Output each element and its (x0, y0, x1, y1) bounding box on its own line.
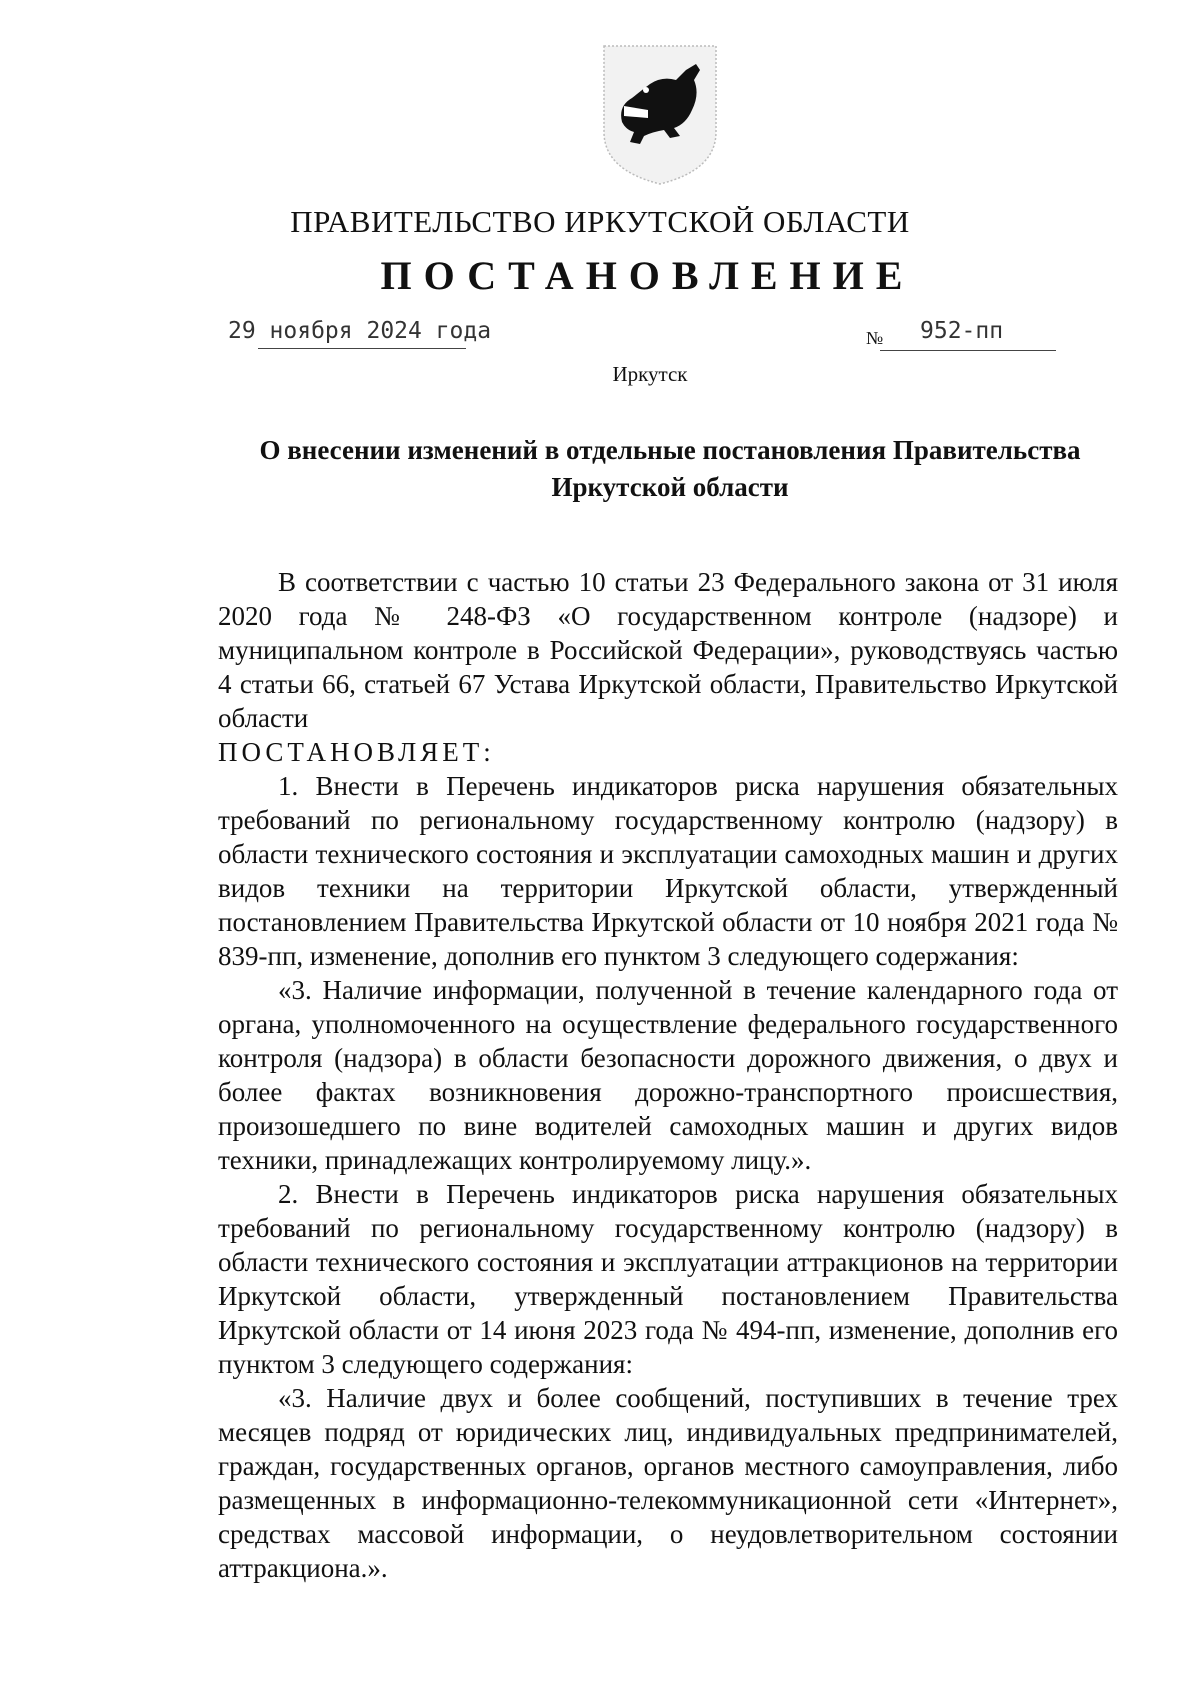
document-body (218, 565, 1118, 1585)
item-paragraph-2: «3. Наличие информации, полученной в течение календарного года от органа, уполномоченного на осуществление федерального государственного контроля (надзора) в области безопасности дорожного движения, о двух и более фактах возникновения дорожно-транспортного происшествия, произошедшего по вине водителей самоходных машин и других видов техники, принадлежащих контролируемому лицу.». (218, 975, 1118, 1175)
city-name: Иркутск (612, 362, 688, 386)
decree-word: ПОСТАНОВЛЯЕТ: (218, 737, 495, 767)
item-paragraph-1: 1. Внести в Перечень индикаторов риска нарушения обязательных требований по региональному государственному контролю (надзору) в области технического состояния и эксплуатации самоходных машин и других видов техники на территории Иркутской области, утвержденный постановлением Правительства Иркутской области от 10 ноября 2021 года № 839-пп, изменение, дополнив его пунктом 3 следующего содержания: (218, 771, 1118, 971)
preamble-paragraph: В соответствии с частью 10 статьи 23 Федерального закона от 31 июля 2020 года № 248-ФЗ «О государственном контроле (надзоре) и муниципальном контроле в Российской Федерации», руководствуясь частью 4 статьи 66, статьей 67 Устава Иркутской области, Правительство Иркутской области (218, 567, 1118, 733)
organization-name: ПРАВИТЕЛЬСТВО ИРКУТСКОЙ ОБЛАСТИ (290, 204, 910, 239)
document-title: О внесении изменений в отдельные постановления Правительства Иркутской области (259, 435, 1081, 502)
date-underline (258, 348, 466, 349)
item-paragraph-3: 2. Внести в Перечень индикаторов риска нарушения обязательных требований по региональному государственному контролю (надзору) в области технического состояния и эксплуатации аттракционов на территории Иркутской области, утвержденный постановлением Правительства Иркутской области от 14 июня 2023 года № 494-пп, изменение, дополнив его пунктом 3 следующего содержания: (218, 1179, 1118, 1379)
document-type: ПОСТАНОВЛЕНИЕ (380, 253, 915, 298)
item-paragraph-4: «3. Наличие двух и более сообщений, поступивших в течение трех месяцев подряд от юридических лиц, индивидуальных предпринимателей, граждан, государственных органов, органов местного самоуправления, либо размещенных в информационно-телекоммуникационной сети «Интернет», средствах массовой информации, о неудовлетворительном состоянии аттракциона.». (218, 1383, 1118, 1583)
document-number: 952-пп (920, 318, 1004, 344)
irkutsk-coat-of-arms-icon (600, 40, 720, 188)
document-date: 29 ноября 2024 года (228, 318, 492, 344)
number-sign: № (866, 328, 884, 348)
number-underline (880, 350, 1056, 351)
